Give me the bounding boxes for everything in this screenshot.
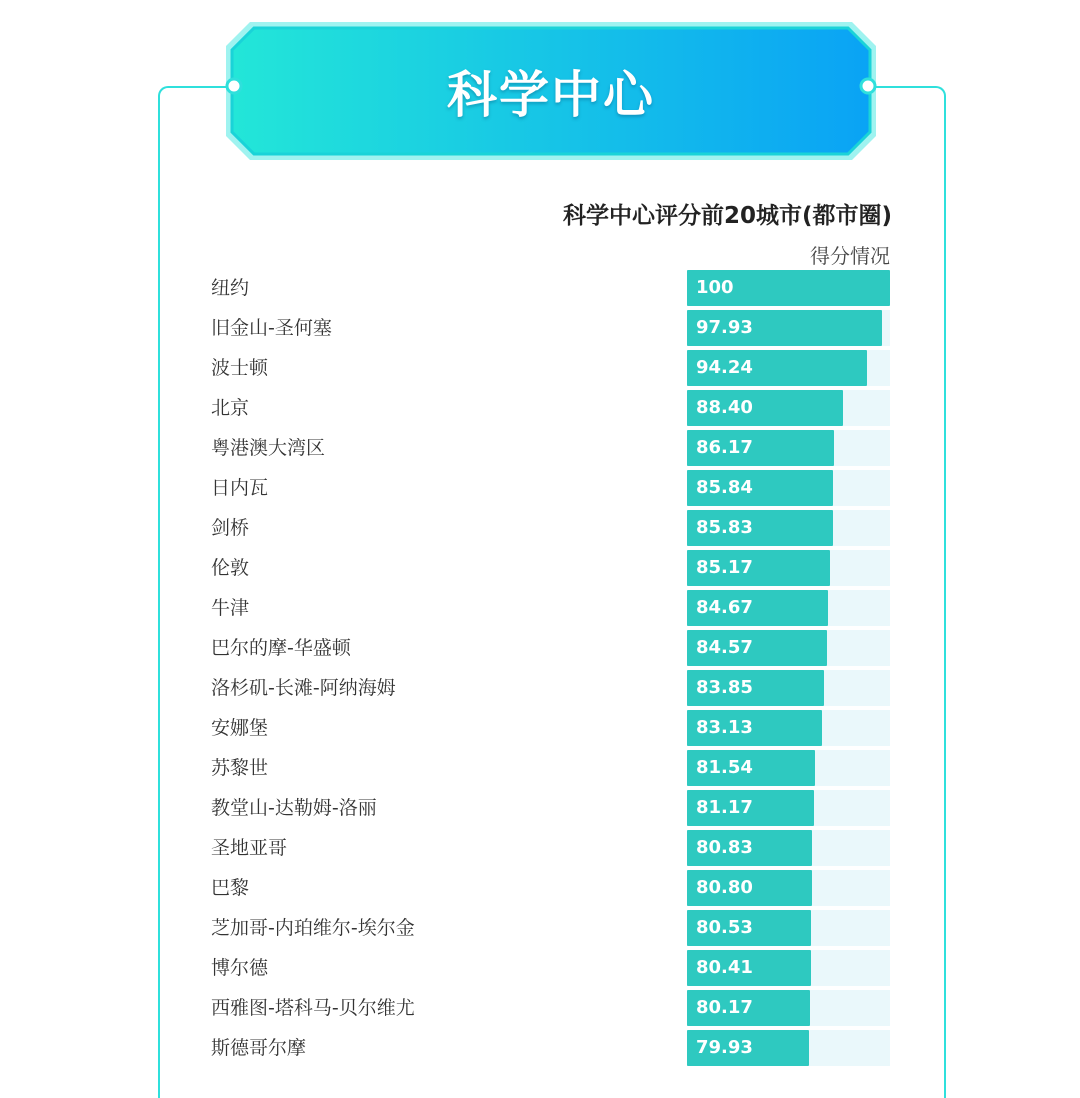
category-label: 日内瓦 <box>211 477 269 499</box>
bar <box>687 910 811 946</box>
bar-value-label: 85.84 <box>696 477 753 498</box>
bar <box>687 990 810 1026</box>
bar <box>687 1030 809 1066</box>
bar-track <box>687 670 890 706</box>
bar <box>687 630 827 666</box>
bar-row <box>0 830 1080 866</box>
bar-track <box>687 830 890 866</box>
bar <box>687 310 882 346</box>
bar-track <box>687 710 890 746</box>
category-label: 牛津 <box>211 597 250 619</box>
bar-track <box>687 550 890 586</box>
category-label: 巴尔的摩-华盛顿 <box>211 637 351 659</box>
bar <box>687 550 830 586</box>
bar-track <box>687 910 890 946</box>
chart-title: 科学中心评分前20城市(都市圈) <box>562 203 892 229</box>
bar-value-label: 81.17 <box>696 797 753 818</box>
bar-value-label: 80.41 <box>696 957 753 978</box>
bar-row <box>0 310 1080 346</box>
category-label: 安娜堡 <box>211 717 269 739</box>
category-label: 博尔德 <box>211 957 269 979</box>
bar-row <box>0 990 1080 1026</box>
bar <box>687 750 815 786</box>
bar-row <box>0 1030 1080 1066</box>
bar-row <box>0 550 1080 586</box>
bar <box>687 950 811 986</box>
bar-value-label: 84.67 <box>696 597 753 618</box>
bar <box>687 470 833 506</box>
bar-track <box>687 630 890 666</box>
category-label: 斯德哥尔摩 <box>211 1037 307 1059</box>
bar <box>687 830 812 866</box>
bar <box>687 790 814 826</box>
bar-track <box>687 870 890 906</box>
bar-track <box>687 310 890 346</box>
bar-row <box>0 950 1080 986</box>
bar-track <box>687 270 890 306</box>
bar <box>687 350 867 386</box>
bar-value-label: 83.13 <box>696 717 753 738</box>
bar-track <box>687 430 890 466</box>
bar-row <box>0 630 1080 666</box>
bar-row <box>0 790 1080 826</box>
bar-row <box>0 750 1080 786</box>
category-label: 纽约 <box>211 277 250 299</box>
bar-row <box>0 710 1080 746</box>
bar-track <box>687 990 890 1026</box>
bar-row <box>0 390 1080 426</box>
bar <box>687 670 824 706</box>
category-label: 剑桥 <box>211 517 250 539</box>
bar-value-label: 80.83 <box>696 837 753 858</box>
bar-track <box>687 510 890 546</box>
category-label: 西雅图-塔科马-贝尔维尤 <box>211 997 415 1019</box>
category-label: 伦敦 <box>211 557 250 579</box>
column-header: 得分情况 <box>810 244 890 268</box>
bar-value-label: 83.85 <box>696 677 753 698</box>
bar <box>687 390 843 426</box>
bar-row <box>0 470 1080 506</box>
bar-value-label: 100 <box>696 277 734 298</box>
category-label: 巴黎 <box>211 877 250 899</box>
bar-track <box>687 790 890 826</box>
category-label: 苏黎世 <box>211 757 269 779</box>
bar-track <box>687 390 890 426</box>
bar-value-label: 81.54 <box>696 757 753 778</box>
bar-value-label: 79.93 <box>696 1037 753 1058</box>
category-label: 粤港澳大湾区 <box>211 437 326 459</box>
bar-value-label: 80.53 <box>696 917 753 938</box>
category-label: 北京 <box>211 397 250 419</box>
bar-track <box>687 590 890 626</box>
bar-row <box>0 510 1080 546</box>
bar <box>687 870 812 906</box>
bar <box>687 590 828 626</box>
category-label: 波士顿 <box>211 357 269 379</box>
bar-row <box>0 670 1080 706</box>
bar-row <box>0 870 1080 906</box>
bar-track <box>687 750 890 786</box>
category-label: 教堂山-达勒姆-洛丽 <box>211 797 377 819</box>
category-label: 芝加哥-内珀维尔-埃尔金 <box>211 917 415 939</box>
bar <box>687 430 834 466</box>
category-label: 圣地亚哥 <box>211 837 288 859</box>
bar-row <box>0 590 1080 626</box>
bar-value-label: 94.24 <box>696 357 753 378</box>
bar <box>687 710 822 746</box>
bar <box>687 510 833 546</box>
bar-value-label: 85.83 <box>696 517 753 538</box>
bar-value-label: 85.17 <box>696 557 753 578</box>
bar-value-label: 80.17 <box>696 997 753 1018</box>
bar-row <box>0 270 1080 306</box>
bar <box>687 270 890 306</box>
page-title: 科学中心 <box>447 66 655 124</box>
bar-track <box>687 1030 890 1066</box>
bar-row <box>0 910 1080 946</box>
category-label: 旧金山-圣何塞 <box>211 317 332 339</box>
category-label: 洛杉矶-长滩-阿纳海姆 <box>211 677 396 699</box>
bar-row <box>0 350 1080 386</box>
bar-value-label: 86.17 <box>696 437 753 458</box>
bar-value-label: 97.93 <box>696 317 753 338</box>
bar-value-label: 88.40 <box>696 397 753 418</box>
bar-value-label: 84.57 <box>696 637 753 658</box>
bar-value-label: 80.80 <box>696 877 753 898</box>
bar-track <box>687 350 890 386</box>
bar-track <box>687 470 890 506</box>
bar-track <box>687 950 890 986</box>
bar-row <box>0 430 1080 466</box>
